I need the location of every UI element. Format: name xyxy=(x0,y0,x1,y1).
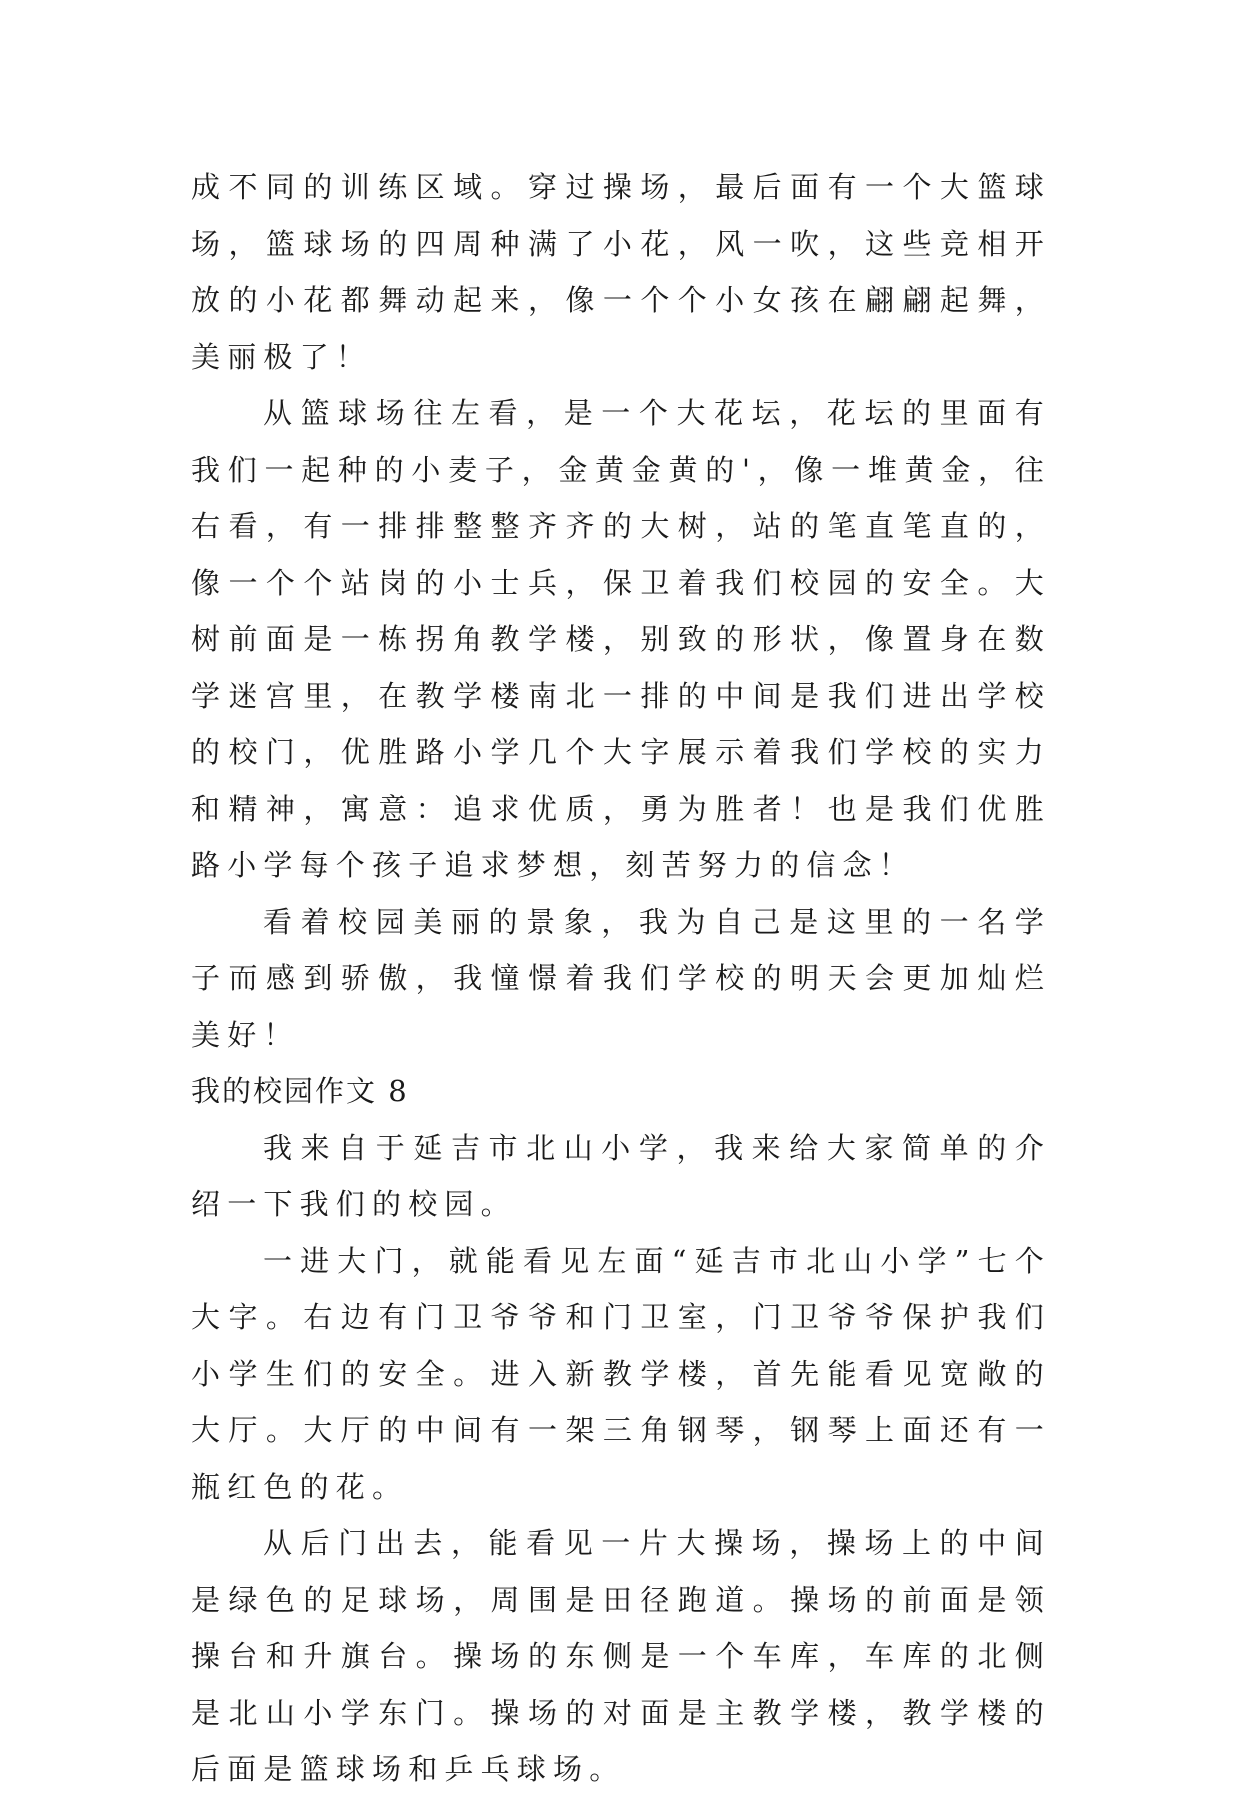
paragraph: 从后门出去，能看见一片大操场，操场上的中间是绿色的足球场，周围是田径跑道。操场的前面是领操台和升旗台。操场的东侧是一个车库，车库的北侧是北山小学东门。操场的对面是主教学楼，教学楼的后面是篮球场和乒乓球场。 xyxy=(191,1526,1051,1786)
paragraph: 我来自于延吉市北山小学，我来给大家简单的介绍一下我们的校园。 xyxy=(191,1130,1051,1221)
paragraph: 从篮球场往左看，是一个大花坛，花坛的里面有我们一起种的小麦子，金黄金黄的'，像一堆黄金，往右看，有一排排整整齐齐的大树，站的笔直笔直的，像一个个站岗的小士兵，保卫着我们校园的安全。大树前面是一栋拐角教学楼，别致的形状，像置身在数学迷宫里，在教学楼南北一排的中间是我们进出学校的校门，优胜路小学几个大字展示着我们学校的实力和精神，寓意：追求优质，勇为胜者！也是我们优胜路小学每个孩子追求梦想，刻苦努力的信念！ xyxy=(191,396,1051,882)
section-title: 我的校园作文 8 xyxy=(191,1074,409,1108)
paragraph: 一进大门，就能看见左面“延吉市北山小学”七个大字。右边有门卫爷爷和门卫室，门卫爷爷保护我们小学生们的安全。进入新教学楼，首先能看见宽敞的大厅。大厅的中间有一架三角钢琴，钢琴上面还有一瓶红色的花。 xyxy=(191,1243,1051,1504)
paragraph: 看着校园美丽的景象，我为自己是这里的一名学子而感到骄傲，我憧憬着我们学校的明天会更加灿烂美好！ xyxy=(191,904,1051,1052)
paragraph-continuation: 成不同的训练区域。穿过操场，最后面有一个大篮球场，篮球场的四周种满了小花，风一吹，这些竞相开放的小花都舞动起来，像一个个小女孩在翩翩起舞，美丽极了！ xyxy=(191,170,1051,374)
document-body xyxy=(191,159,1051,1798)
